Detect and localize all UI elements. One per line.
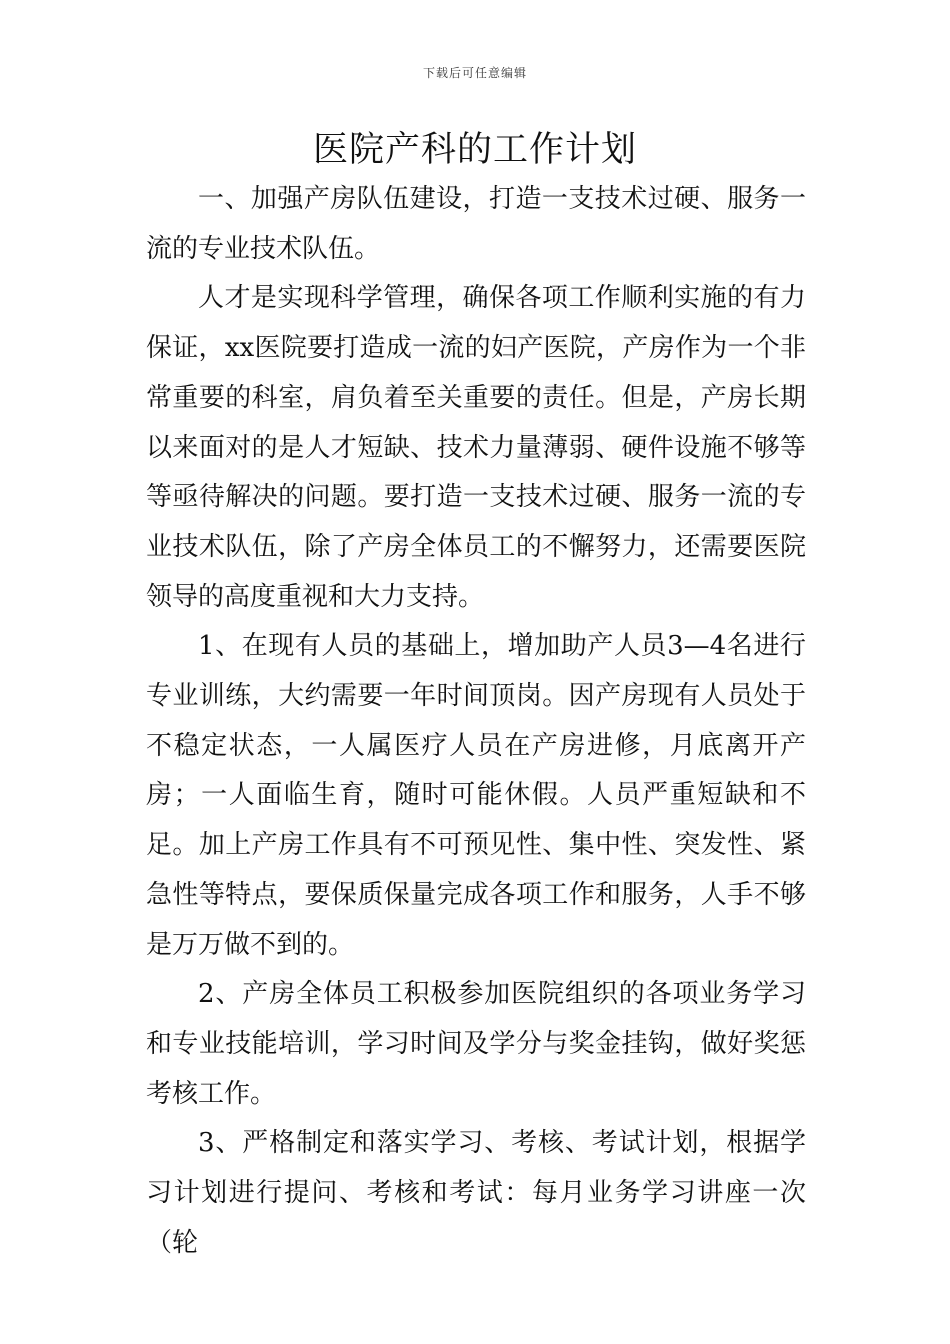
document-title: 医院产科的工作计划 — [312, 130, 637, 170]
paragraph-intro: 人才是实现科学管理，确保各项工作顺利实施的有力保证，xx医院要打造成一流的妇产医院，产房作为一个非常重要的科室，肩负着至关重要的责任。但是，产房长期以来面对的是人才短缺、技术力量薄弱、硬件设施不够等等亟待解决的问题。要打造一支技术过硬、服务一流的专业技术队伍，除了产房全体员工的不懈努力，还需要医院领导的高度重视和大力支持。 — [146, 283, 806, 612]
header-note: 下载后可任意编辑 — [422, 66, 527, 80]
paragraph-item-2: 2、产房全体员工积极参加医院组织的各项业务学习和专业技能培训，学习时间及学分与奖金挂钩，做好奖惩考核工作。 — [146, 979, 806, 1109]
paragraph-section-heading: 一、加强产房队伍建设，打造一支技术过硬、服务一流的专业技术队伍。 — [146, 184, 806, 264]
paragraph-item-3: 3、严格制定和落实学习、考核、考试计划，根据学习计划进行提问、考核和考试：每月业务学习讲座一次（轮 — [146, 1128, 806, 1258]
paragraph-item-1: 1、在现有人员的基础上，增加助产人员3—4名进行专业训练，大约需要一年时间顶岗。因产房现有人员处于不稳定状态，一人属医疗人员在产房进修，月底离开产房；一人面临生育，随时可能休假。人员严重短缺和不足。加上产房工作具有不可预见性、集中性、突发性、紧急性等特点，要保质保量完成各项工作和服务，人手不够是万万做不到的。 — [146, 631, 806, 960]
document-body — [146, 175, 806, 1268]
